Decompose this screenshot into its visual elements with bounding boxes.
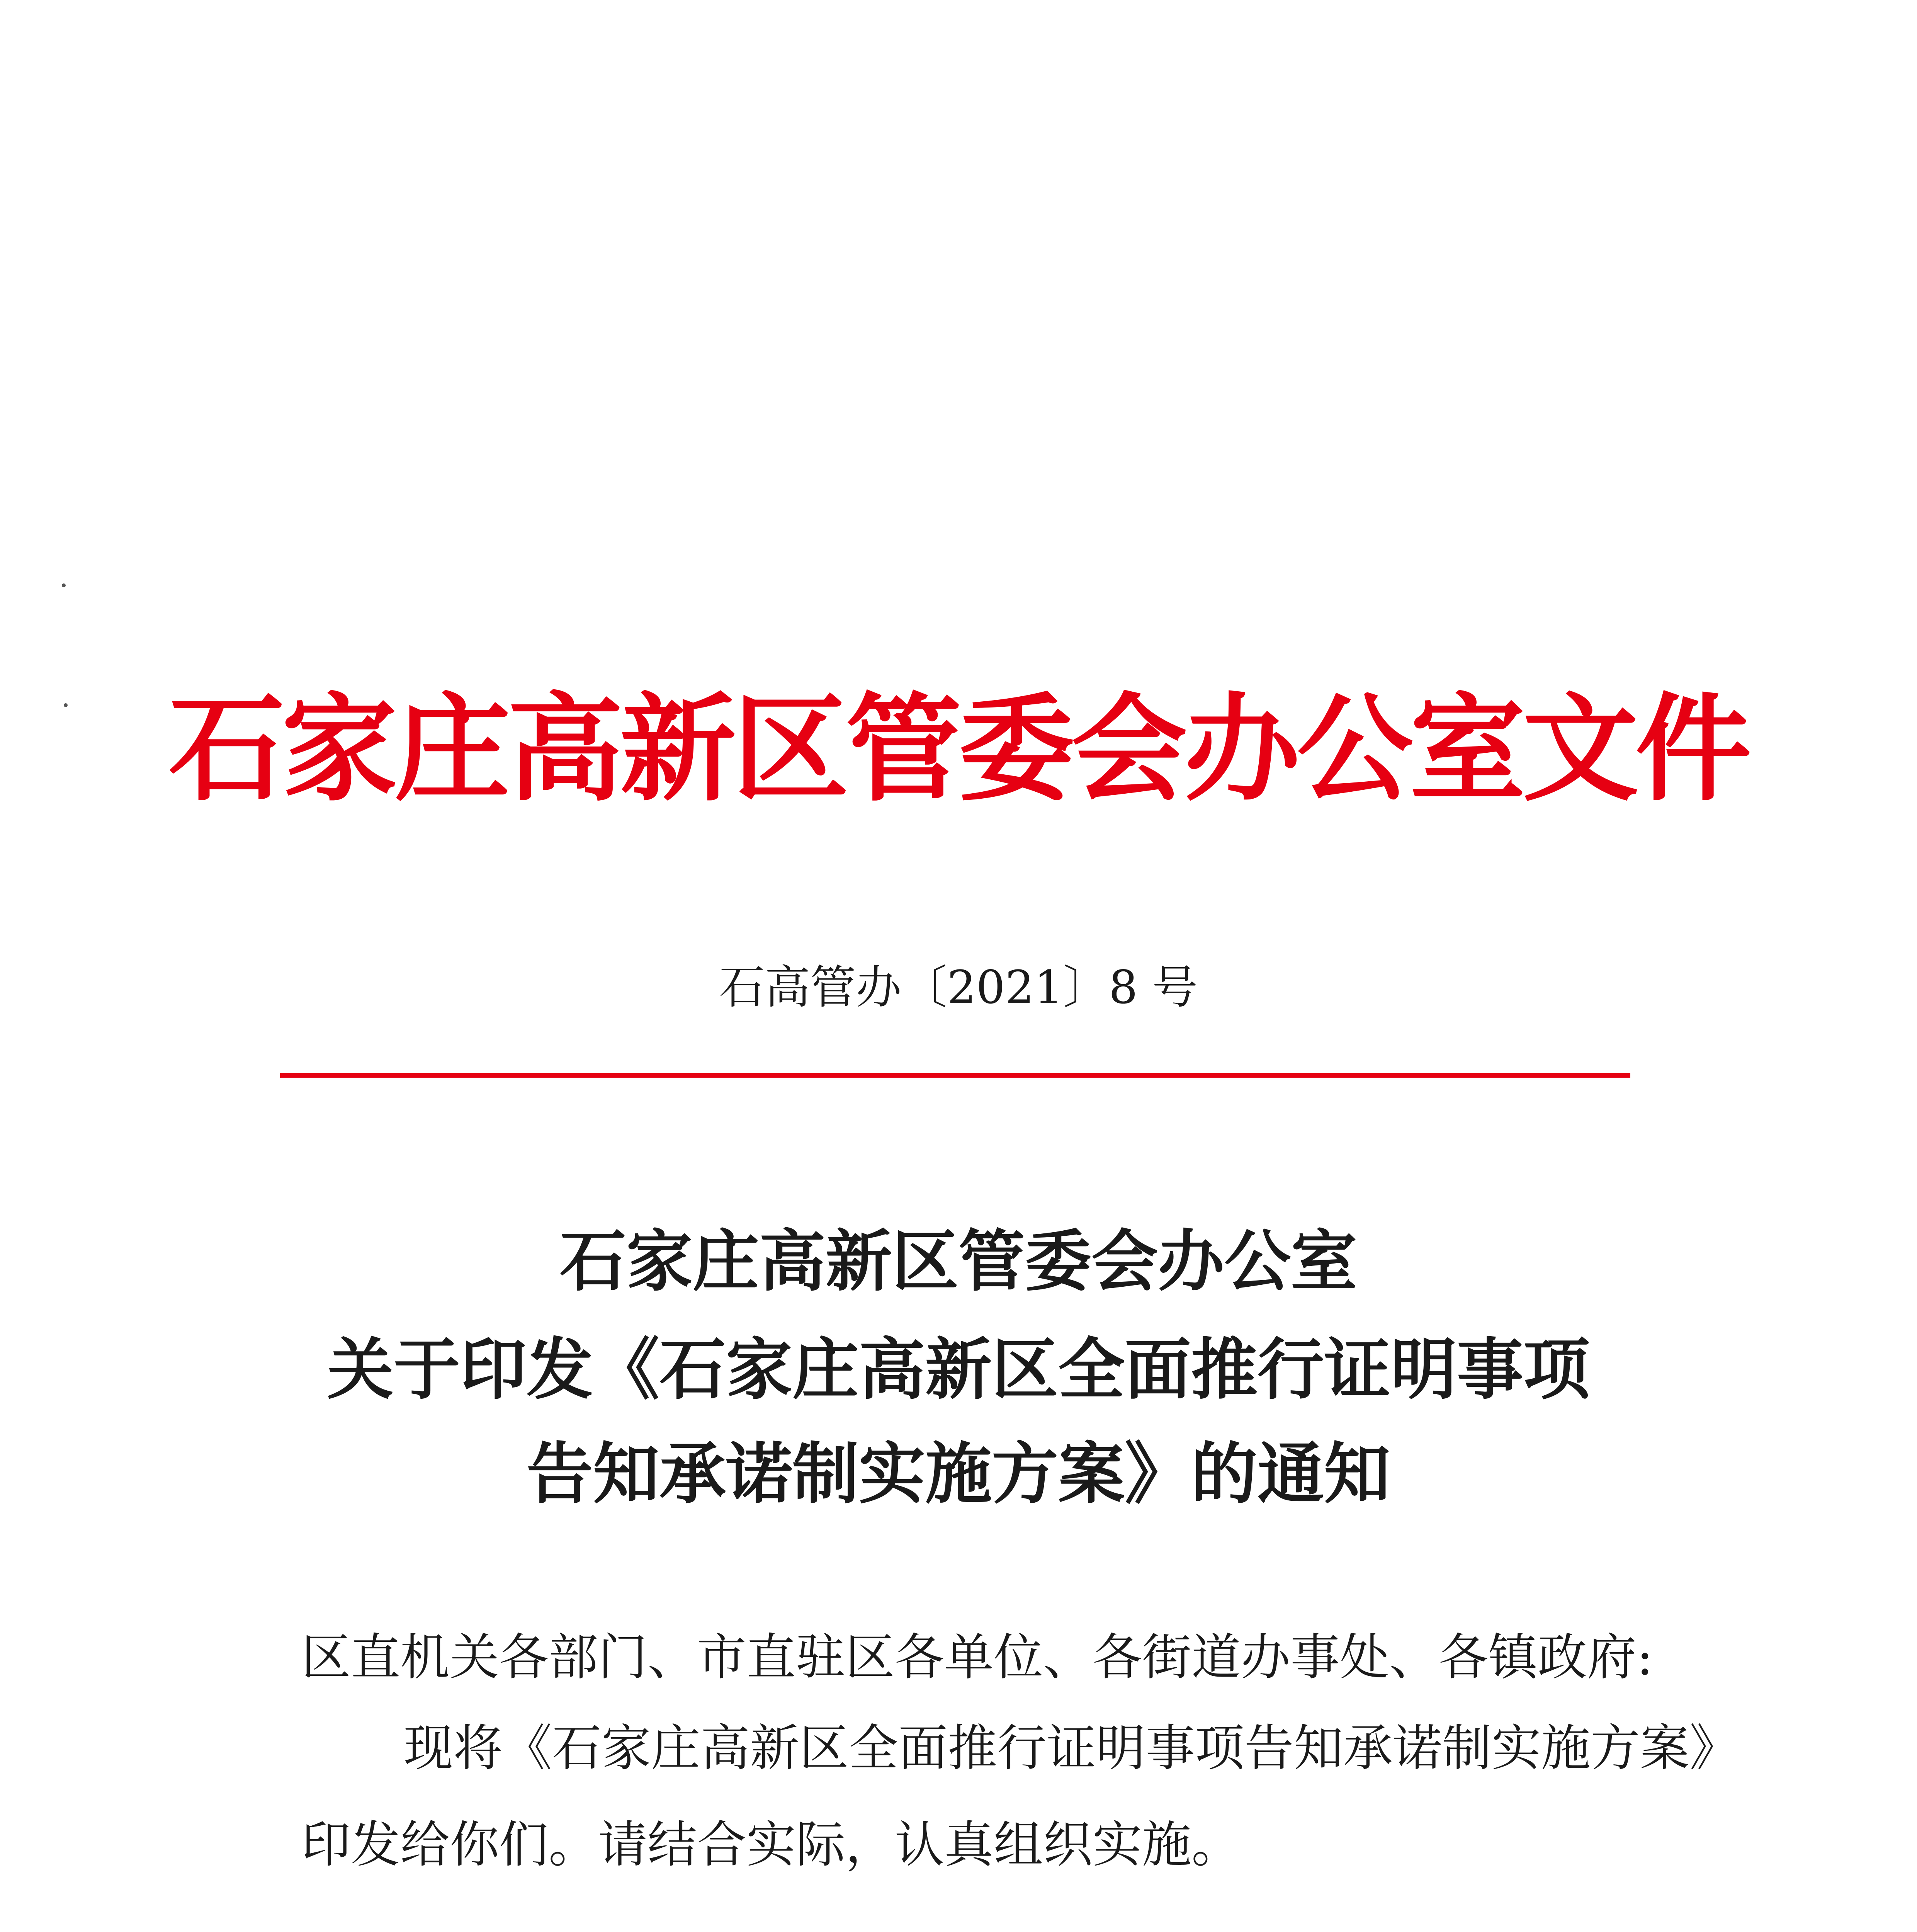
body-paragraph-line-2: 印发给你们。请结合实际，认真组织实施。 bbox=[301, 1816, 1241, 1874]
addressee-line: 区直机关各部门、市直驻区各单位、各街道办事处、各镇政府: bbox=[301, 1629, 1654, 1686]
scan-speck bbox=[64, 703, 68, 707]
document-masthead: 石家庄高新区管委会办公室文件 bbox=[169, 682, 1748, 817]
title-line-3: 告知承诺制实施方案》的通知 bbox=[527, 1435, 1390, 1513]
document-number: 石高管办〔2021〕8 号 bbox=[719, 961, 1198, 1014]
title-line-1: 石家庄高新区管委会办公室 bbox=[560, 1223, 1357, 1300]
red-divider-line bbox=[280, 1073, 1630, 1078]
title-line-2: 关于印发《石家庄高新区全面推行证明事项 bbox=[327, 1331, 1590, 1408]
scan-speck bbox=[62, 583, 66, 587]
body-paragraph-line-1: 现将《石家庄高新区全面推行证明事项告知承诺制实施方案》 bbox=[404, 1719, 1739, 1777]
